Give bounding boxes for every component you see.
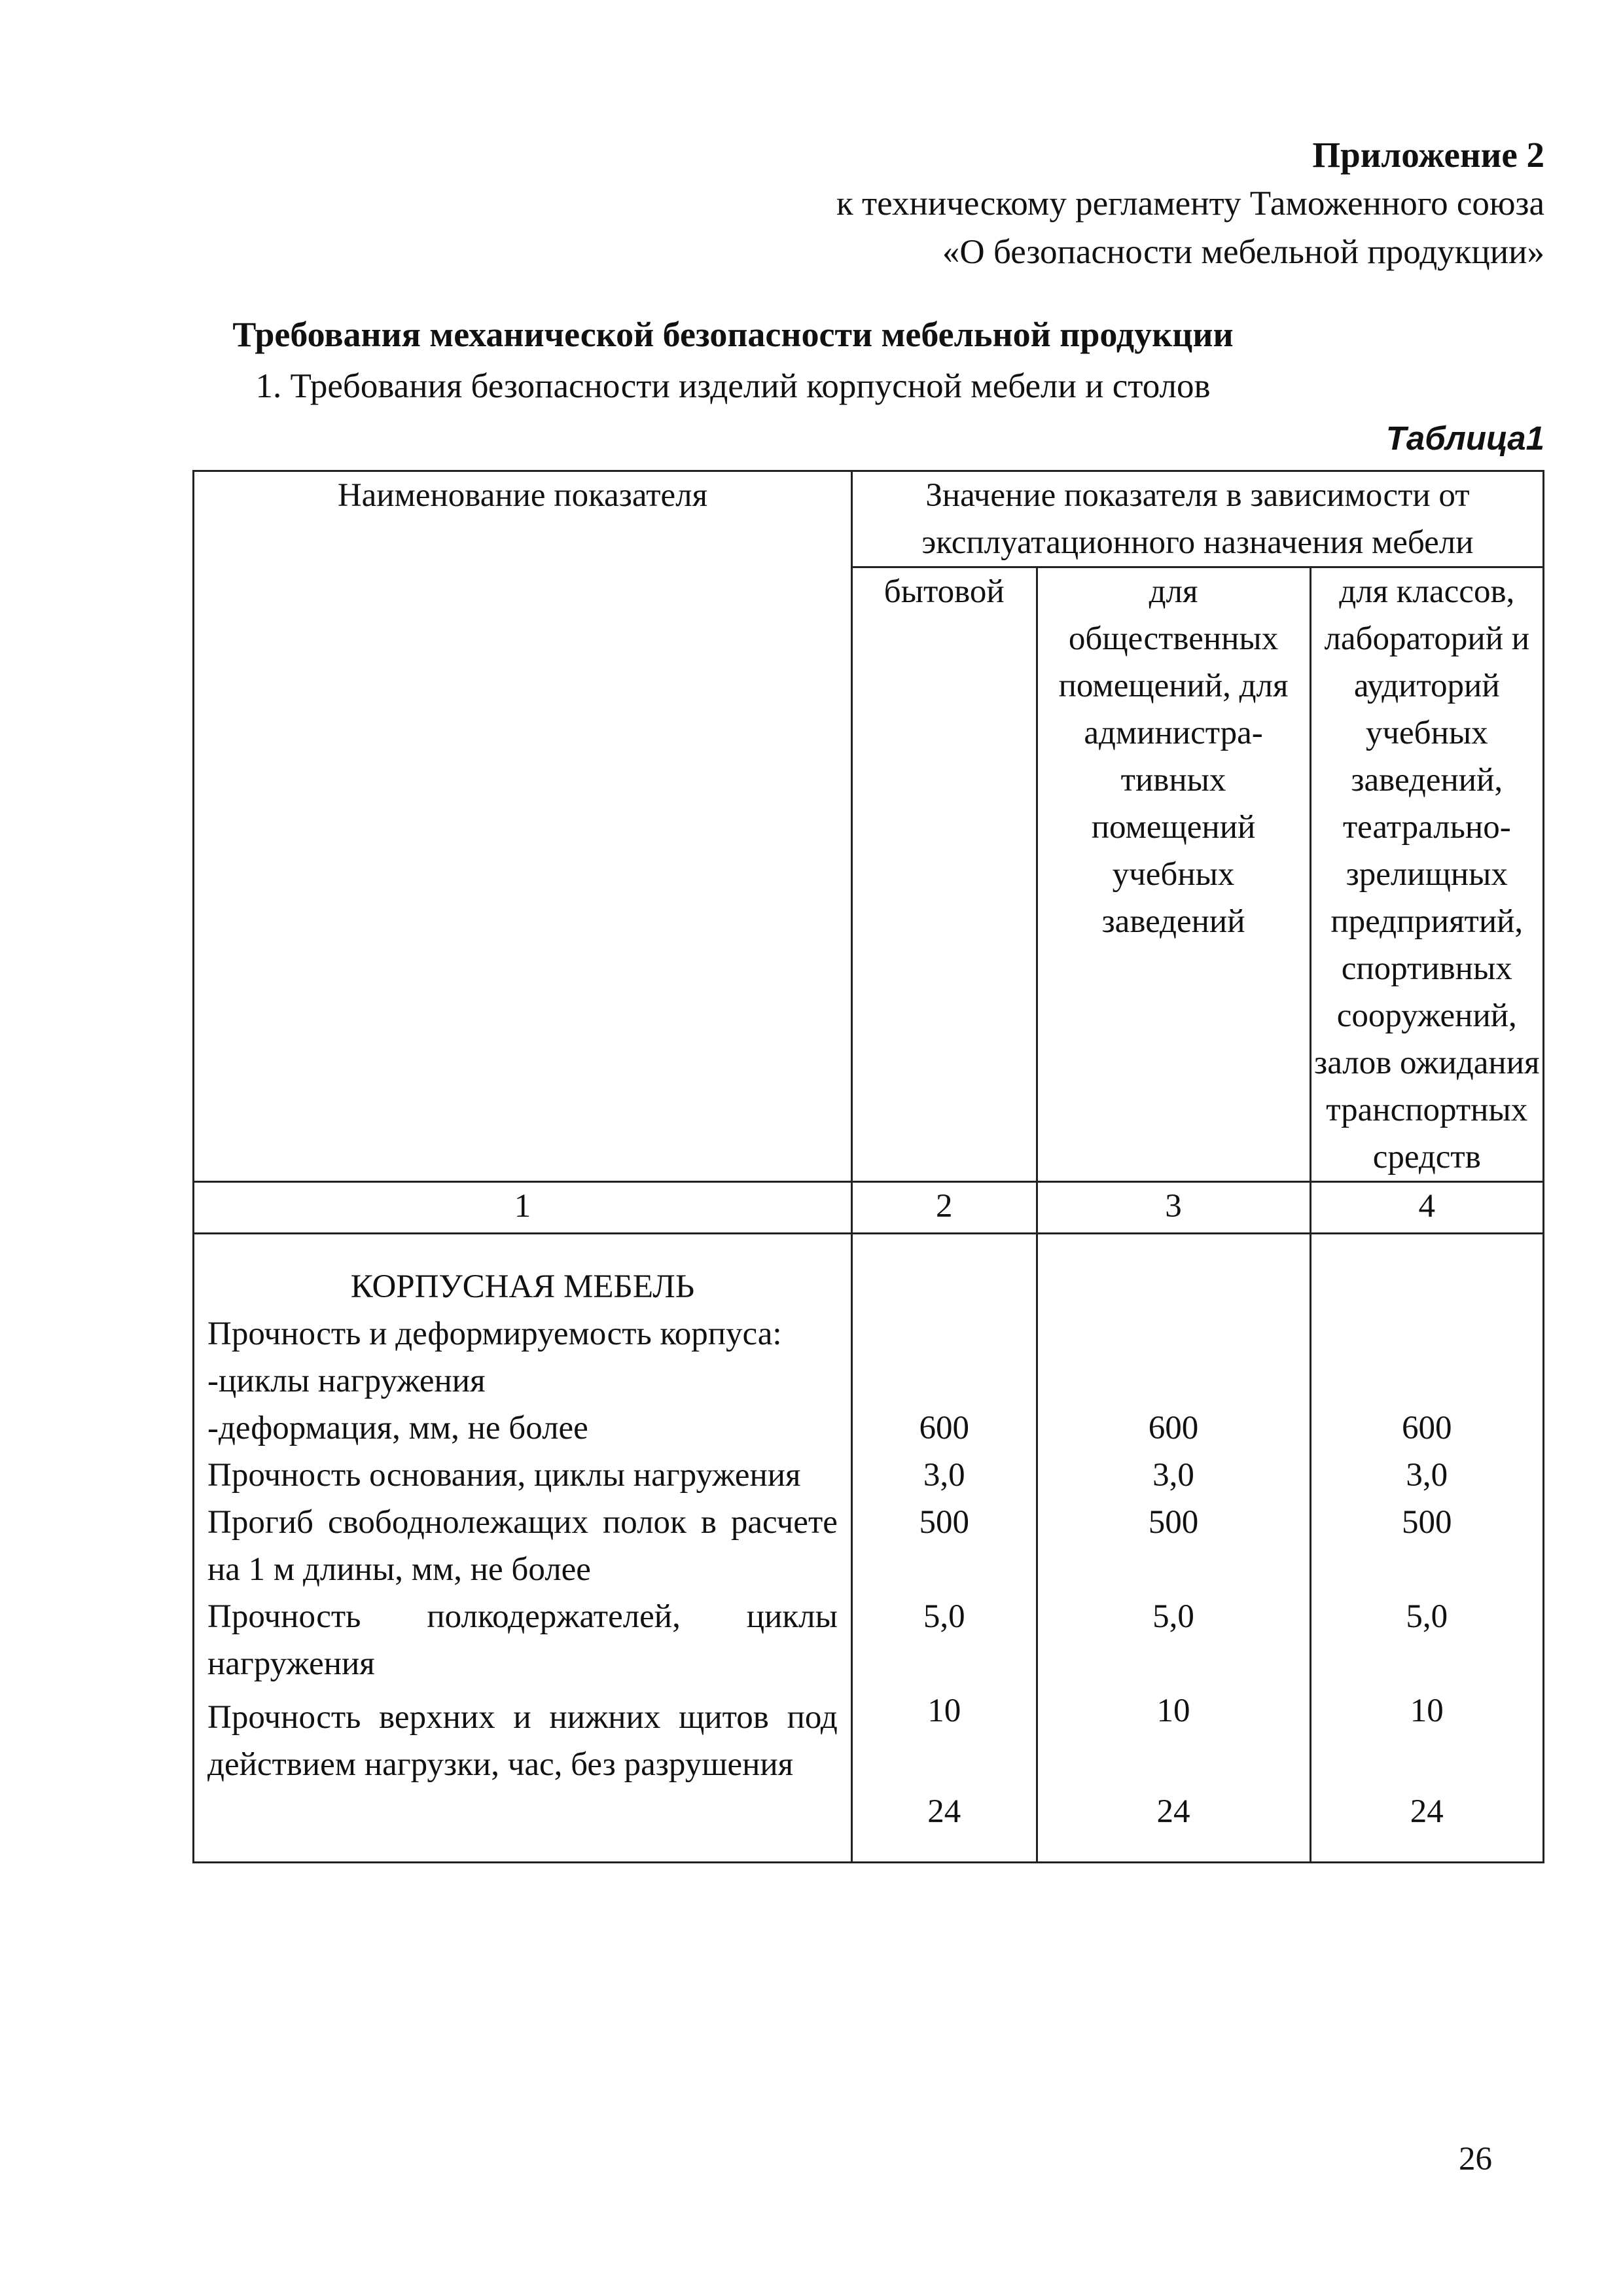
document-subtitle: 1. Требования безопасности изделий корпусной мебели и столов	[255, 367, 1211, 405]
appendix-title: Приложение 2	[1312, 135, 1544, 175]
column-number-2: 2	[851, 1182, 1037, 1234]
value-cell: 10	[1156, 1693, 1190, 1729]
indicator-name: Прочность основания, циклы нагружения	[207, 1457, 801, 1494]
header-schools-theaters: для классов, лабораторий и аудиторий учебных заведений, театрально-зрелищных предприятий, спортивных сооружений, залов ожидания транспортных средств	[1310, 567, 1544, 1182]
values-household-cell	[851, 1234, 1037, 1863]
indicator-name: -деформация, мм, не более	[207, 1410, 588, 1446]
value-cell: 24	[1410, 1793, 1444, 1830]
indicator-names-cell	[194, 1234, 852, 1863]
column-number-4: 4	[1310, 1182, 1544, 1234]
value-cell: 600	[919, 1410, 969, 1446]
value-cell: 600	[1402, 1410, 1452, 1446]
requirements-table	[192, 470, 1544, 1863]
value-cell: 3,0	[1152, 1457, 1194, 1494]
indicator-name: -циклы нагружения	[207, 1363, 486, 1399]
value-cell: 24	[927, 1793, 961, 1830]
header-indicator-name: Наименование показателя	[194, 471, 852, 1182]
table-header-row	[194, 471, 1544, 567]
document-title: Требования механической безопасности мебельной продукции	[232, 315, 1234, 354]
values-schools-cell	[1310, 1234, 1544, 1863]
column-number-3: 3	[1037, 1182, 1310, 1234]
column-number-row	[194, 1182, 1544, 1234]
page-number: 26	[1459, 2141, 1492, 2178]
table-body-row	[194, 1234, 1544, 1863]
section-title: КОРПУСНАЯ МЕБЕЛЬ	[350, 1268, 695, 1305]
header-household: бытовой	[851, 567, 1037, 1182]
appendix-line-2: «О безопасности мебельной продукции»	[942, 233, 1544, 271]
values-public-cell	[1037, 1234, 1310, 1863]
value-cell: 500	[1148, 1504, 1199, 1541]
value-cell: 600	[1148, 1410, 1199, 1446]
header-public-premises: для общественных помещений, для администра-тивных помещений учебных заведений	[1037, 567, 1310, 1182]
column-number-1: 1	[194, 1182, 852, 1234]
appendix-block	[628, 131, 1544, 276]
value-cell: 3,0	[923, 1457, 965, 1494]
value-cell: 10	[1410, 1693, 1444, 1729]
value-cell: 24	[1156, 1793, 1190, 1830]
header-value-group: Значение показателя в зависимости от эксплуатационного назначения мебели	[851, 471, 1543, 567]
group-label: Прочность и деформируемость корпуса:	[207, 1316, 782, 1352]
value-cell: 3,0	[1406, 1457, 1448, 1494]
value-cell: 500	[1402, 1504, 1452, 1541]
value-cell: 5,0	[923, 1598, 965, 1635]
appendix-line-1: к техническому регламенту Таможенного союза	[836, 185, 1544, 223]
value-cell: 500	[919, 1504, 969, 1541]
value-cell: 5,0	[1152, 1598, 1194, 1635]
value-cell: 10	[927, 1693, 961, 1729]
indicator-name: Прогиб свободнолежащих полок в расчете на 1 м длины, мм, не более	[207, 1504, 838, 1588]
table-label: Таблица1	[1385, 420, 1544, 457]
value-cell: 5,0	[1406, 1598, 1448, 1635]
indicator-name: Прочность полкодержателей, циклы нагружения	[207, 1598, 838, 1682]
indicator-name: Прочность верхних и нижних щитов под действием нагрузки, час, без разрушения	[207, 1699, 838, 1783]
